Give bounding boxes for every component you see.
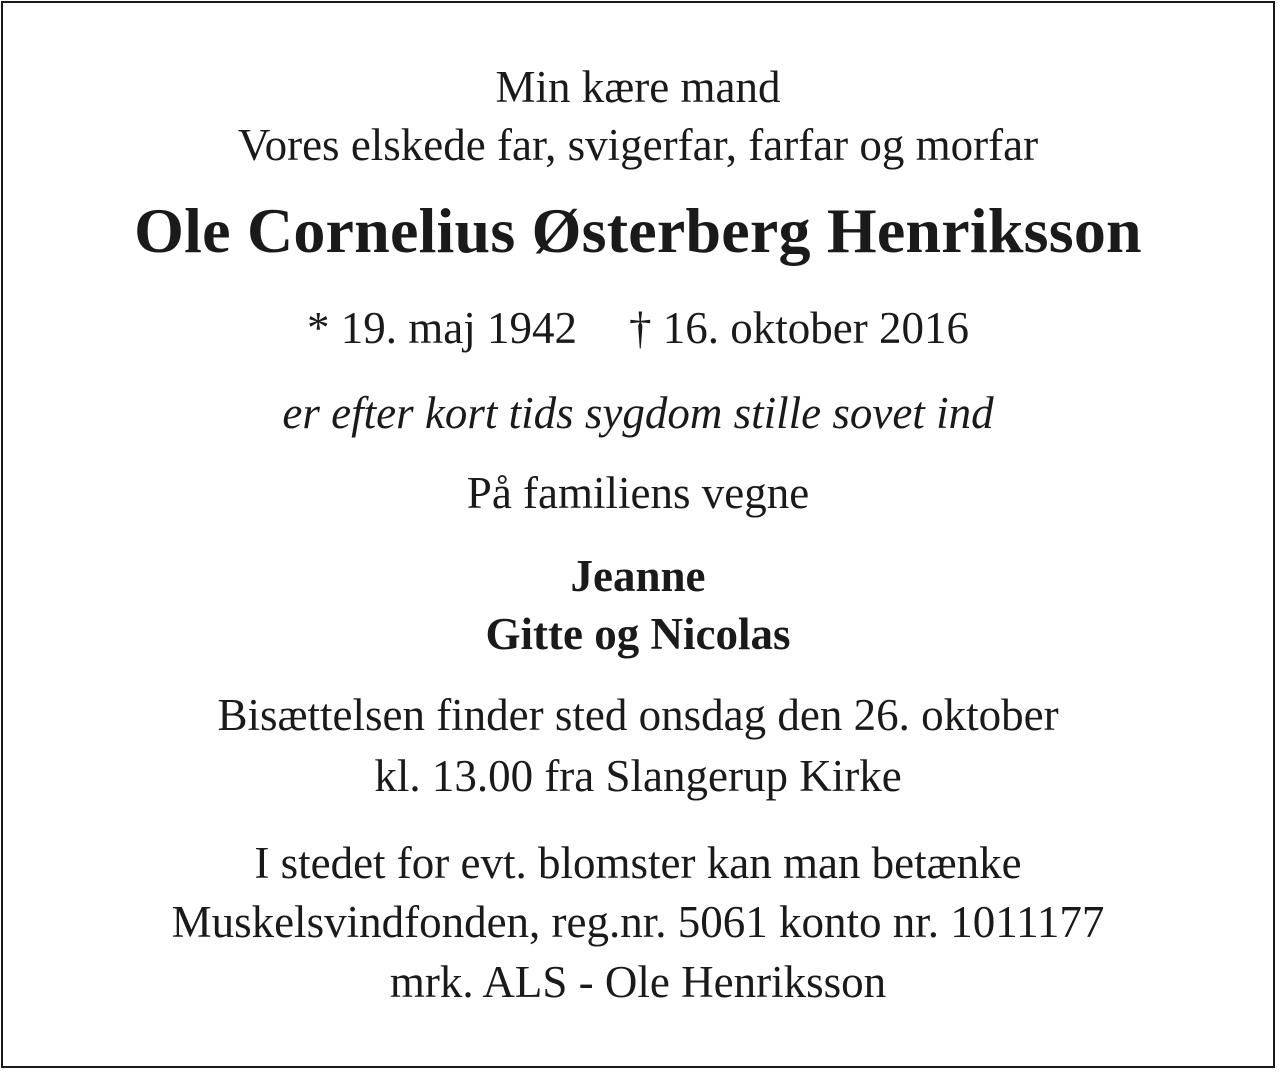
life-dates — [3, 303, 1273, 353]
obituary-notice — [1, 1, 1275, 1068]
on-behalf-text: På familiens vegne — [466, 468, 810, 518]
family-line-2: Gitte og Nicolas — [485, 609, 791, 659]
deceased-name: Ole Cornelius Østerberg Henriksson — [134, 195, 1142, 266]
death-date: † 16. oktober 2016 — [629, 303, 969, 353]
intro-line-1: Min kære mand — [495, 62, 781, 112]
donation-line-3: mrk. ALS - Ole Henriksson — [389, 957, 887, 1007]
donation-line-1: I stedet for evt. blomster kan man betænke — [254, 838, 1022, 888]
funeral-line-1: Bisættelsen finder sted onsdag den 26. oktober — [217, 690, 1059, 740]
family-line-1: Jeanne — [570, 551, 706, 601]
donation-line-2: Muskelsvindfonden, reg.nr. 5061 konto nr. 1011177 — [171, 897, 1105, 947]
intro-line-2: Vores elskede far, svigerfar, farfar og morfar — [237, 120, 1039, 170]
passing-text: er efter kort tids sygdom stille sovet ind — [282, 388, 994, 438]
birth-date: * 19. maj 1942 — [307, 303, 577, 353]
funeral-line-2: kl. 13.00 fra Slangerup Kirke — [374, 751, 902, 801]
